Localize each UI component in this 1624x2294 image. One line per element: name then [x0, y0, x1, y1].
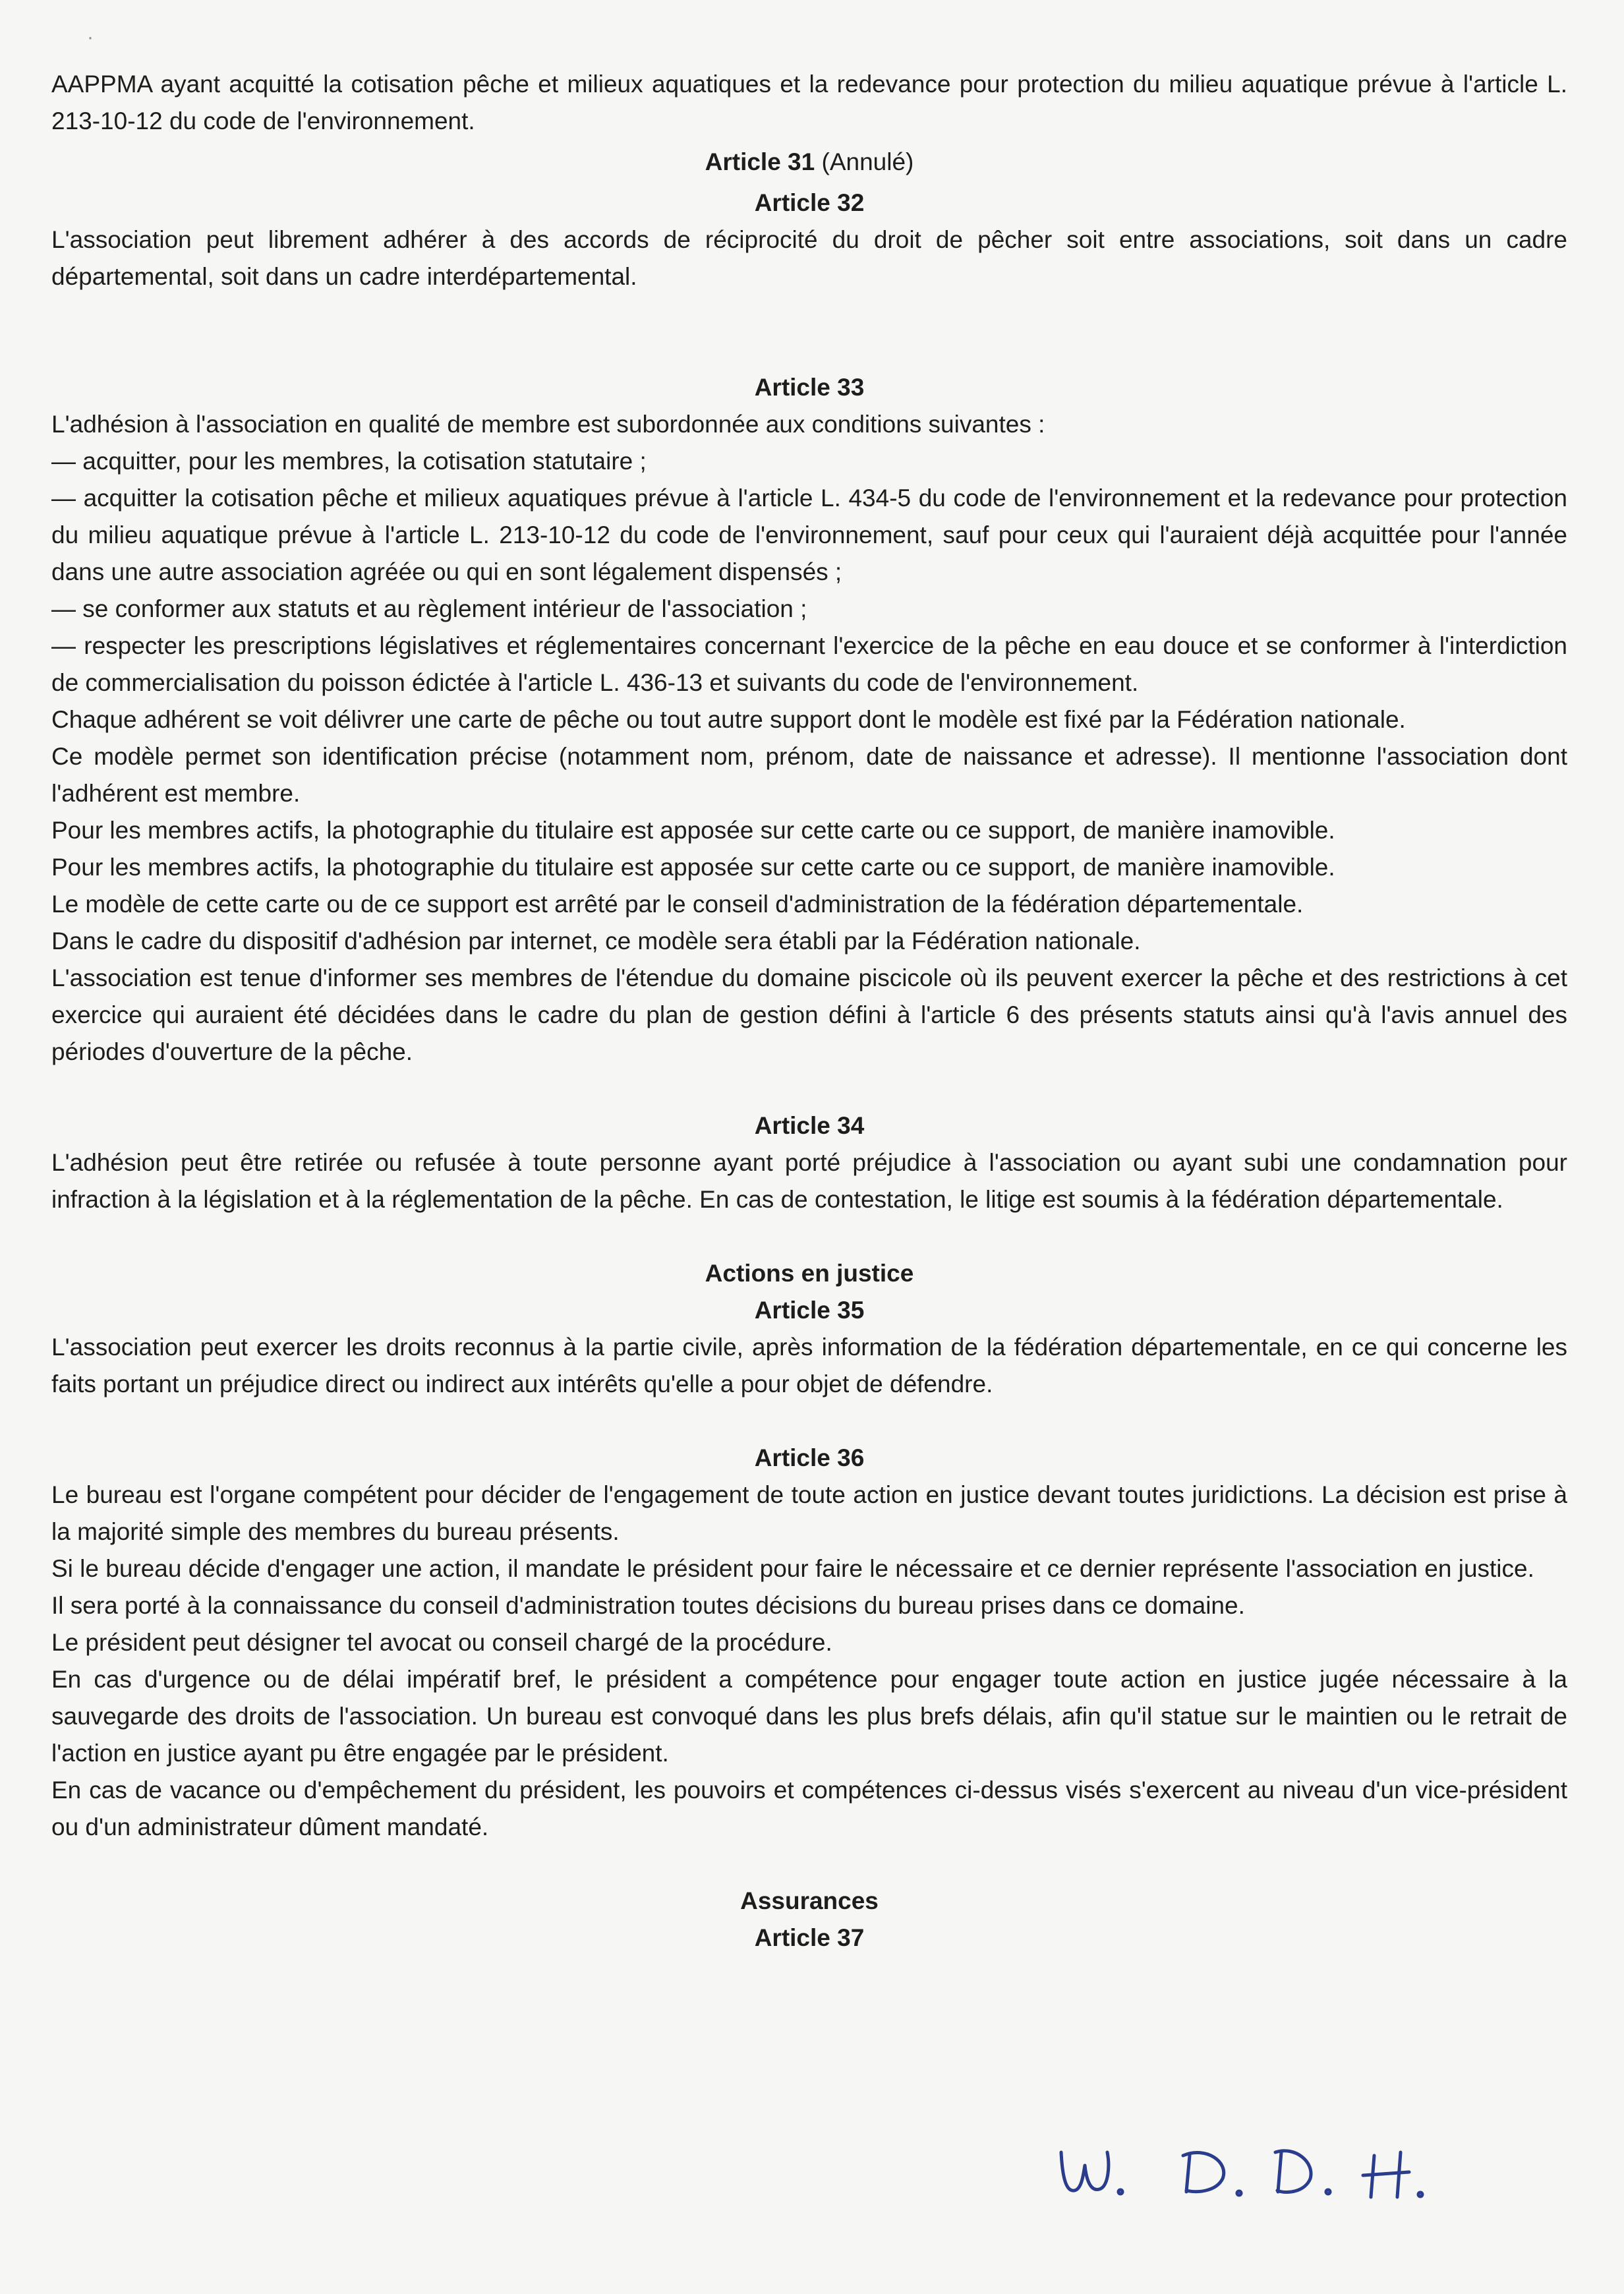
article-33-paragraph: Ce modèle permet son identification précise (notamment nom, prénom, date de naissance et adresse). Il mentionne l'association dont l'adhérent est membre. — [51, 743, 1567, 807]
article-33-paragraph: Pour les membres actifs, la photographie du titulaire est apposée sur cette carte ou ce support, de manière inamovible. — [51, 854, 1335, 881]
article-36-paragraph: Le président peut désigner tel avocat ou conseil chargé de la procédure. — [51, 1629, 832, 1656]
article-33-heading: Article 33 — [754, 374, 865, 401]
article-32-text: L'association peut librement adhérer à des accords de réciprocité du droit de pêcher soit entre associations, soit dans un cadre départemental, soit dans un cadre interdépartemental. — [51, 226, 1567, 290]
article-31-title: Article 31 — [705, 148, 815, 175]
article-33-paragraph: Chaque adhérent se voit délivrer une carte de pêche ou tout autre support dont le modèle est fixé par la Fédération nationale. — [51, 706, 1406, 733]
article-34-heading: Article 34 — [754, 1112, 865, 1139]
article-36-paragraph: En cas d'urgence ou de délai impératif bref, le président a compétence pour engager toute action en justice jugée nécessaire à la sauvegarde des droits de l'association. Un bureau est convoqué dans les plus brefs délais, afin qu'il statue sur le maintien ou le retrait de l'action en justice ayant pu être engagée par le président. — [51, 1666, 1567, 1767]
section-actions-en-justice: Actions en justice — [705, 1260, 914, 1287]
section-assurances: Assurances — [740, 1887, 879, 1914]
scan-speck: · — [87, 26, 94, 48]
article-33-item: — se conformer aux statuts et au règlement intérieur de l'association ; — [51, 595, 807, 622]
article-33-lead: L'adhésion à l'association en qualité de membre est subordonnée aux conditions suivantes : — [51, 411, 1045, 438]
article-32-heading: Article 32 — [754, 189, 865, 216]
article-33-paragraph: L'association est tenue d'informer ses membres de l'étendue du domaine piscicole où ils peuvent exercer la pêche et des restrictions à cet exercice qui auraient été décidées dans le cadre du plan de gestion défini à l'article 6 des présents statuts ainsi qu'à l'avis annuel des périodes d'ouverture de la pêche. — [51, 964, 1567, 1065]
article-33-item: — acquitter, pour les membres, la cotisation statutaire ; — [51, 448, 647, 475]
article-36-paragraph: Le bureau est l'organe compétent pour décider de l'engagement de toute action en justice devant toutes juridictions. La décision est prise à la majorité simple des membres du bureau présents. — [51, 1481, 1567, 1545]
article-31-note: (Annulé) — [821, 148, 914, 175]
document-page — [51, 66, 1567, 1956]
article-34-text: L'adhésion peut être retirée ou refusée à toute personne ayant porté préjudice à l'association ou ayant subi une condamnation pour infraction à la législation et à la réglementation de la pêche. En cas de contestation, le litige est soumis à la fédération départementale. — [51, 1149, 1567, 1213]
article-36-paragraph: En cas de vacance ou d'empêchement du président, les pouvoirs et compétences ci-dessus visés s'exercent au niveau d'un vice-président ou d'un administrateur dûment mandaté. — [51, 1777, 1567, 1840]
article-36-paragraph: Si le bureau décide d'engager une action, il mandate le président pour faire le nécessaire et ce dernier représente l'association en justice. — [51, 1555, 1534, 1582]
article-33-item: — respecter les prescriptions législatives et réglementaires concernant l'exercice de la pêche en eau douce et se conformer à l'interdiction de commercialisation du poisson édictée à l'article L. 436-13 et suivants du code de l'environnement. — [51, 632, 1567, 696]
article-36-paragraph: Il sera porté à la connaissance du conseil d'administration toutes décisions du bureau prises dans ce domaine. — [51, 1592, 1245, 1619]
article-33-item: — acquitter la cotisation pêche et milieux aquatiques prévue à l'article L. 434-5 du code de l'environnement et la redevance pour protection du milieu aquatique prévue à l'article L. 213-10-12 du code de l'environnement, sauf pour ceux qui l'auraient déjà acquittée pour l'année dans une autre association agréée ou qui en sont légalement dispensés ; — [51, 485, 1567, 585]
article-31-heading — [51, 144, 1567, 181]
intro-paragraph: AAPPMA ayant acquitté la cotisation pêche et milieux aquatiques et la redevance pour protection du milieu aquatique prévue à l'article L. 213-10-12 du code de l'environnement. — [51, 71, 1567, 134]
handwritten-initials-signature — [1048, 2126, 1457, 2218]
article-35-heading: Article 35 — [754, 1297, 865, 1324]
article-33-paragraph: Dans le cadre du dispositif d'adhésion par internet, ce modèle sera établi par la Fédération nationale. — [51, 927, 1141, 955]
article-35-text: L'association peut exercer les droits reconnus à la partie civile, après information de la fédération départementale, en ce qui concerne les faits portant un préjudice direct ou indirect aux intérêts qu'elle a pour objet de défendre. — [51, 1334, 1567, 1397]
article-36-heading: Article 36 — [754, 1444, 865, 1471]
article-33-paragraph: Le modèle de cette carte ou de ce support est arrêté par le conseil d'administration de la fédération départementale. — [51, 891, 1304, 918]
article-37-heading: Article 37 — [754, 1924, 865, 1951]
article-33-paragraph: Pour les membres actifs, la photographie du titulaire est apposée sur cette carte ou ce support, de manière inamovible. — [51, 817, 1335, 844]
